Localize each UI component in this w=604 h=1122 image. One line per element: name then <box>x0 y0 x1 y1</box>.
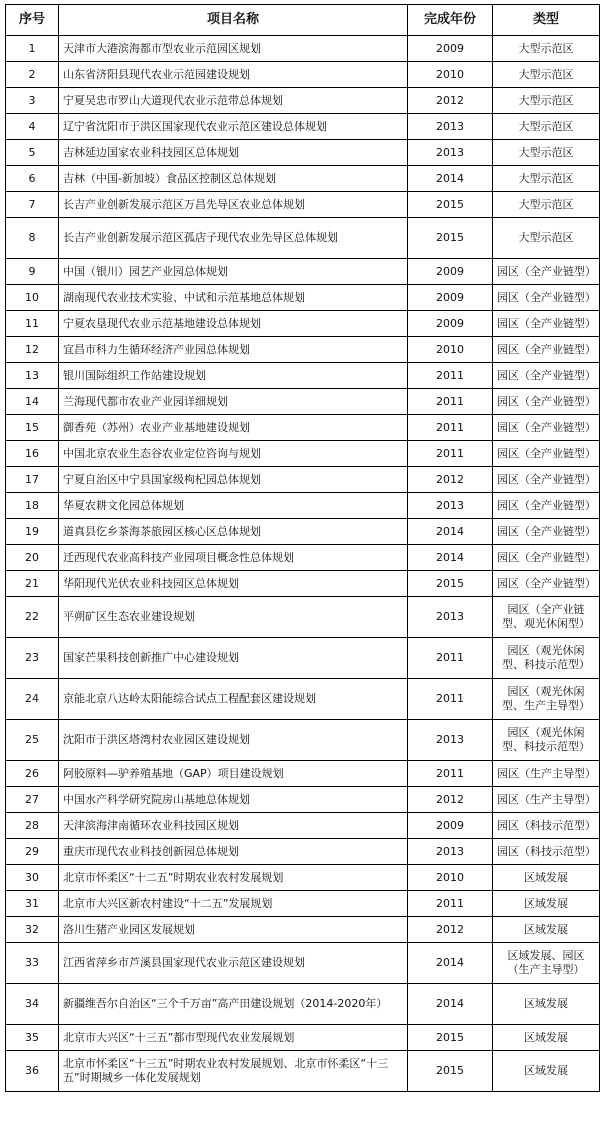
cell-type: 大型示范区 <box>493 140 600 166</box>
cell-name: 吉林延边国家农业科技园区总体规划 <box>59 140 408 166</box>
table-body <box>6 36 600 1092</box>
cell-type: 园区（全产业链型） <box>493 519 600 545</box>
cell-type: 园区（全产业链型） <box>493 259 600 285</box>
cell-no: 1 <box>6 36 59 62</box>
cell-no: 27 <box>6 787 59 813</box>
cell-type: 区域发展 <box>493 1051 600 1092</box>
cell-year: 2010 <box>408 62 493 88</box>
header-year: 完成年份 <box>408 5 493 36</box>
cell-no: 36 <box>6 1051 59 1092</box>
cell-name: 道真县仡乡茶海茶旅园区核心区总体规划 <box>59 519 408 545</box>
cell-type: 区域发展 <box>493 917 600 943</box>
cell-name: 长吉产业创新发展示范区孤店子现代农业先导区总体规划 <box>59 218 408 259</box>
table-row <box>6 984 600 1025</box>
cell-no: 18 <box>6 493 59 519</box>
cell-year: 2013 <box>408 114 493 140</box>
table-row <box>6 1025 600 1051</box>
table-row <box>6 519 600 545</box>
cell-type: 园区（观光休闲型、生产主导型） <box>493 679 600 720</box>
cell-type: 园区（生产主导型） <box>493 787 600 813</box>
cell-year: 2011 <box>408 363 493 389</box>
table-row <box>6 467 600 493</box>
table-row <box>6 813 600 839</box>
cell-name: 阿胶原料—驴养殖基地（GAP）项目建设规划 <box>59 761 408 787</box>
cell-year: 2014 <box>408 943 493 984</box>
cell-no: 21 <box>6 571 59 597</box>
cell-no: 2 <box>6 62 59 88</box>
cell-no: 4 <box>6 114 59 140</box>
cell-name: 辽宁省沈阳市于洪区国家现代农业示范区建设总体规划 <box>59 114 408 140</box>
cell-type: 大型示范区 <box>493 218 600 259</box>
table-row <box>6 140 600 166</box>
cell-type: 园区（全产业链型） <box>493 571 600 597</box>
table-row <box>6 865 600 891</box>
cell-year: 2013 <box>408 839 493 865</box>
cell-no: 5 <box>6 140 59 166</box>
cell-no: 11 <box>6 311 59 337</box>
cell-name: 平朔矿区生态农业建设规划 <box>59 597 408 638</box>
cell-name: 长吉产业创新发展示范区万昌先导区农业总体规划 <box>59 192 408 218</box>
cell-year: 2009 <box>408 813 493 839</box>
cell-year: 2014 <box>408 166 493 192</box>
cell-type: 大型示范区 <box>493 192 600 218</box>
cell-year: 2011 <box>408 441 493 467</box>
table-row <box>6 363 600 389</box>
table-row <box>6 218 600 259</box>
cell-name: 新疆维吾尔自治区“三个千万亩”高产田建设规划（2014-2020年） <box>59 984 408 1025</box>
table-row <box>6 114 600 140</box>
table-row <box>6 415 600 441</box>
cell-no: 25 <box>6 720 59 761</box>
header-type: 类型 <box>493 5 600 36</box>
cell-no: 15 <box>6 415 59 441</box>
cell-year: 2011 <box>408 389 493 415</box>
table-row <box>6 917 600 943</box>
table-row <box>6 597 600 638</box>
cell-year: 2015 <box>408 1051 493 1092</box>
cell-type: 园区（科技示范型） <box>493 813 600 839</box>
cell-year: 2011 <box>408 638 493 679</box>
cell-type: 园区（观光休闲型、科技示范型） <box>493 638 600 679</box>
cell-no: 19 <box>6 519 59 545</box>
cell-name: 湖南现代农业技术实验、中试和示范基地总体规划 <box>59 285 408 311</box>
cell-type: 区域发展 <box>493 865 600 891</box>
cell-no: 10 <box>6 285 59 311</box>
cell-name: 迁西现代农业高科技产业园项目概念性总体规划 <box>59 545 408 571</box>
cell-no: 6 <box>6 166 59 192</box>
table-row <box>6 943 600 984</box>
cell-type: 园区（全产业链型） <box>493 311 600 337</box>
cell-no: 28 <box>6 813 59 839</box>
cell-name: 北京市怀柔区“十二五”时期农业农村发展规划 <box>59 865 408 891</box>
cell-type: 园区（全产业链型） <box>493 363 600 389</box>
cell-no: 22 <box>6 597 59 638</box>
cell-type: 大型示范区 <box>493 36 600 62</box>
cell-type: 区域发展 <box>493 1025 600 1051</box>
table-row <box>6 62 600 88</box>
cell-type: 园区（全产业链型） <box>493 337 600 363</box>
cell-no: 34 <box>6 984 59 1025</box>
cell-name: 重庆市现代农业科技创新园总体规划 <box>59 839 408 865</box>
cell-no: 26 <box>6 761 59 787</box>
cell-name: 北京市大兴区“十三五”都市型现代农业发展规划 <box>59 1025 408 1051</box>
cell-name: 中国北京农业生态谷农业定位咨询与规划 <box>59 441 408 467</box>
cell-year: 2012 <box>408 88 493 114</box>
cell-name: 兰海现代都市农业产业园详细规划 <box>59 389 408 415</box>
cell-year: 2015 <box>408 218 493 259</box>
cell-type: 大型示范区 <box>493 166 600 192</box>
cell-name: 北京市大兴区新农村建设“十二五”发展规划 <box>59 891 408 917</box>
cell-year: 2014 <box>408 545 493 571</box>
cell-type: 园区（科技示范型） <box>493 839 600 865</box>
table-row <box>6 311 600 337</box>
cell-name: 中国水产科学研究院房山基地总体规划 <box>59 787 408 813</box>
cell-year: 2009 <box>408 311 493 337</box>
cell-no: 7 <box>6 192 59 218</box>
table-row <box>6 259 600 285</box>
cell-type: 园区（生产主导型） <box>493 761 600 787</box>
cell-no: 14 <box>6 389 59 415</box>
cell-year: 2012 <box>408 467 493 493</box>
table-row <box>6 36 600 62</box>
cell-name: 洛川生猪产业园区发展规划 <box>59 917 408 943</box>
cell-type: 大型示范区 <box>493 62 600 88</box>
table-row <box>6 638 600 679</box>
cell-no: 3 <box>6 88 59 114</box>
cell-type: 园区（全产业链型、观光休闲型） <box>493 597 600 638</box>
cell-type: 区域发展 <box>493 891 600 917</box>
table-row <box>6 720 600 761</box>
cell-year: 2012 <box>408 787 493 813</box>
cell-no: 12 <box>6 337 59 363</box>
cell-name: 吉林（中国-新加坡）食品区控制区总体规划 <box>59 166 408 192</box>
cell-no: 33 <box>6 943 59 984</box>
cell-no: 13 <box>6 363 59 389</box>
cell-no: 30 <box>6 865 59 891</box>
cell-name: 中国（银川）园艺产业园总体规划 <box>59 259 408 285</box>
cell-name: 银川国际组织工作站建设规划 <box>59 363 408 389</box>
projects-table <box>5 4 600 1092</box>
table-row <box>6 571 600 597</box>
cell-no: 17 <box>6 467 59 493</box>
cell-type: 大型示范区 <box>493 88 600 114</box>
cell-name: 华阳现代光伏农业科技园区总体规划 <box>59 571 408 597</box>
cell-type: 园区（全产业链型） <box>493 285 600 311</box>
cell-type: 园区（全产业链型） <box>493 389 600 415</box>
cell-type: 园区（全产业链型） <box>493 545 600 571</box>
cell-year: 2011 <box>408 891 493 917</box>
table-row <box>6 285 600 311</box>
cell-year: 2013 <box>408 140 493 166</box>
cell-year: 2009 <box>408 285 493 311</box>
table-row <box>6 839 600 865</box>
cell-year: 2015 <box>408 192 493 218</box>
cell-type: 大型示范区 <box>493 114 600 140</box>
cell-year: 2011 <box>408 415 493 441</box>
cell-no: 16 <box>6 441 59 467</box>
cell-no: 29 <box>6 839 59 865</box>
table-header-row <box>6 5 600 36</box>
cell-name: 国家芒果科技创新推广中心建设规划 <box>59 638 408 679</box>
cell-no: 8 <box>6 218 59 259</box>
cell-name: 天津滨海津南循环农业科技园区规划 <box>59 813 408 839</box>
header-name: 项目名称 <box>59 5 408 36</box>
cell-year: 2009 <box>408 36 493 62</box>
cell-no: 9 <box>6 259 59 285</box>
cell-year: 2013 <box>408 597 493 638</box>
cell-name: 华夏农耕文化园总体规划 <box>59 493 408 519</box>
table-row <box>6 88 600 114</box>
cell-name: 御香苑（苏州）农业产业基地建设规划 <box>59 415 408 441</box>
cell-year: 2015 <box>408 1025 493 1051</box>
table-row <box>6 545 600 571</box>
cell-name: 江西省萍乡市芦溪县国家现代农业示范区建设规划 <box>59 943 408 984</box>
table-row <box>6 679 600 720</box>
cell-name: 宁夏农垦现代农业示范基地建设总体规划 <box>59 311 408 337</box>
cell-no: 31 <box>6 891 59 917</box>
cell-name: 宁夏吴忠市罗山大道现代农业示范带总体规划 <box>59 88 408 114</box>
cell-year: 2015 <box>408 571 493 597</box>
cell-name: 宜昌市科力生循环经济产业园总体规划 <box>59 337 408 363</box>
cell-type: 区域发展 <box>493 984 600 1025</box>
cell-type: 园区（观光休闲型、科技示范型） <box>493 720 600 761</box>
cell-year: 2012 <box>408 917 493 943</box>
cell-name: 天津市大港滨海都市型农业示范园区规划 <box>59 36 408 62</box>
cell-name: 北京市怀柔区“十三五”时期农业农村发展规划、北京市怀柔区“十三五”时期城乡一体化发展规划 <box>59 1051 408 1092</box>
cell-no: 23 <box>6 638 59 679</box>
cell-year: 2011 <box>408 761 493 787</box>
table-row <box>6 337 600 363</box>
cell-year: 2013 <box>408 493 493 519</box>
table-row <box>6 787 600 813</box>
cell-type: 园区（全产业链型） <box>493 441 600 467</box>
table-row <box>6 166 600 192</box>
cell-name: 山东省济阳县现代农业示范园建设规划 <box>59 62 408 88</box>
table-row <box>6 192 600 218</box>
cell-year: 2010 <box>408 865 493 891</box>
cell-no: 32 <box>6 917 59 943</box>
table-row <box>6 761 600 787</box>
cell-name: 沈阳市于洪区塔湾村农业园区建设规划 <box>59 720 408 761</box>
cell-no: 35 <box>6 1025 59 1051</box>
cell-name: 京能北京八达岭太阳能综合试点工程配套区建设规划 <box>59 679 408 720</box>
cell-year: 2010 <box>408 337 493 363</box>
cell-type: 园区（全产业链型） <box>493 493 600 519</box>
table-row <box>6 441 600 467</box>
cell-year: 2014 <box>408 984 493 1025</box>
header-no: 序号 <box>6 5 59 36</box>
table-row <box>6 389 600 415</box>
cell-year: 2009 <box>408 259 493 285</box>
cell-year: 2014 <box>408 519 493 545</box>
cell-name: 宁夏自治区中宁县国家级枸杞园总体规划 <box>59 467 408 493</box>
table-row <box>6 493 600 519</box>
cell-no: 24 <box>6 679 59 720</box>
cell-type: 园区（全产业链型） <box>493 415 600 441</box>
cell-year: 2011 <box>408 679 493 720</box>
cell-year: 2013 <box>408 720 493 761</box>
cell-no: 20 <box>6 545 59 571</box>
cell-type: 区域发展、园区（生产主导型） <box>493 943 600 984</box>
cell-type: 园区（全产业链型） <box>493 467 600 493</box>
table-row <box>6 891 600 917</box>
table-row <box>6 1051 600 1092</box>
